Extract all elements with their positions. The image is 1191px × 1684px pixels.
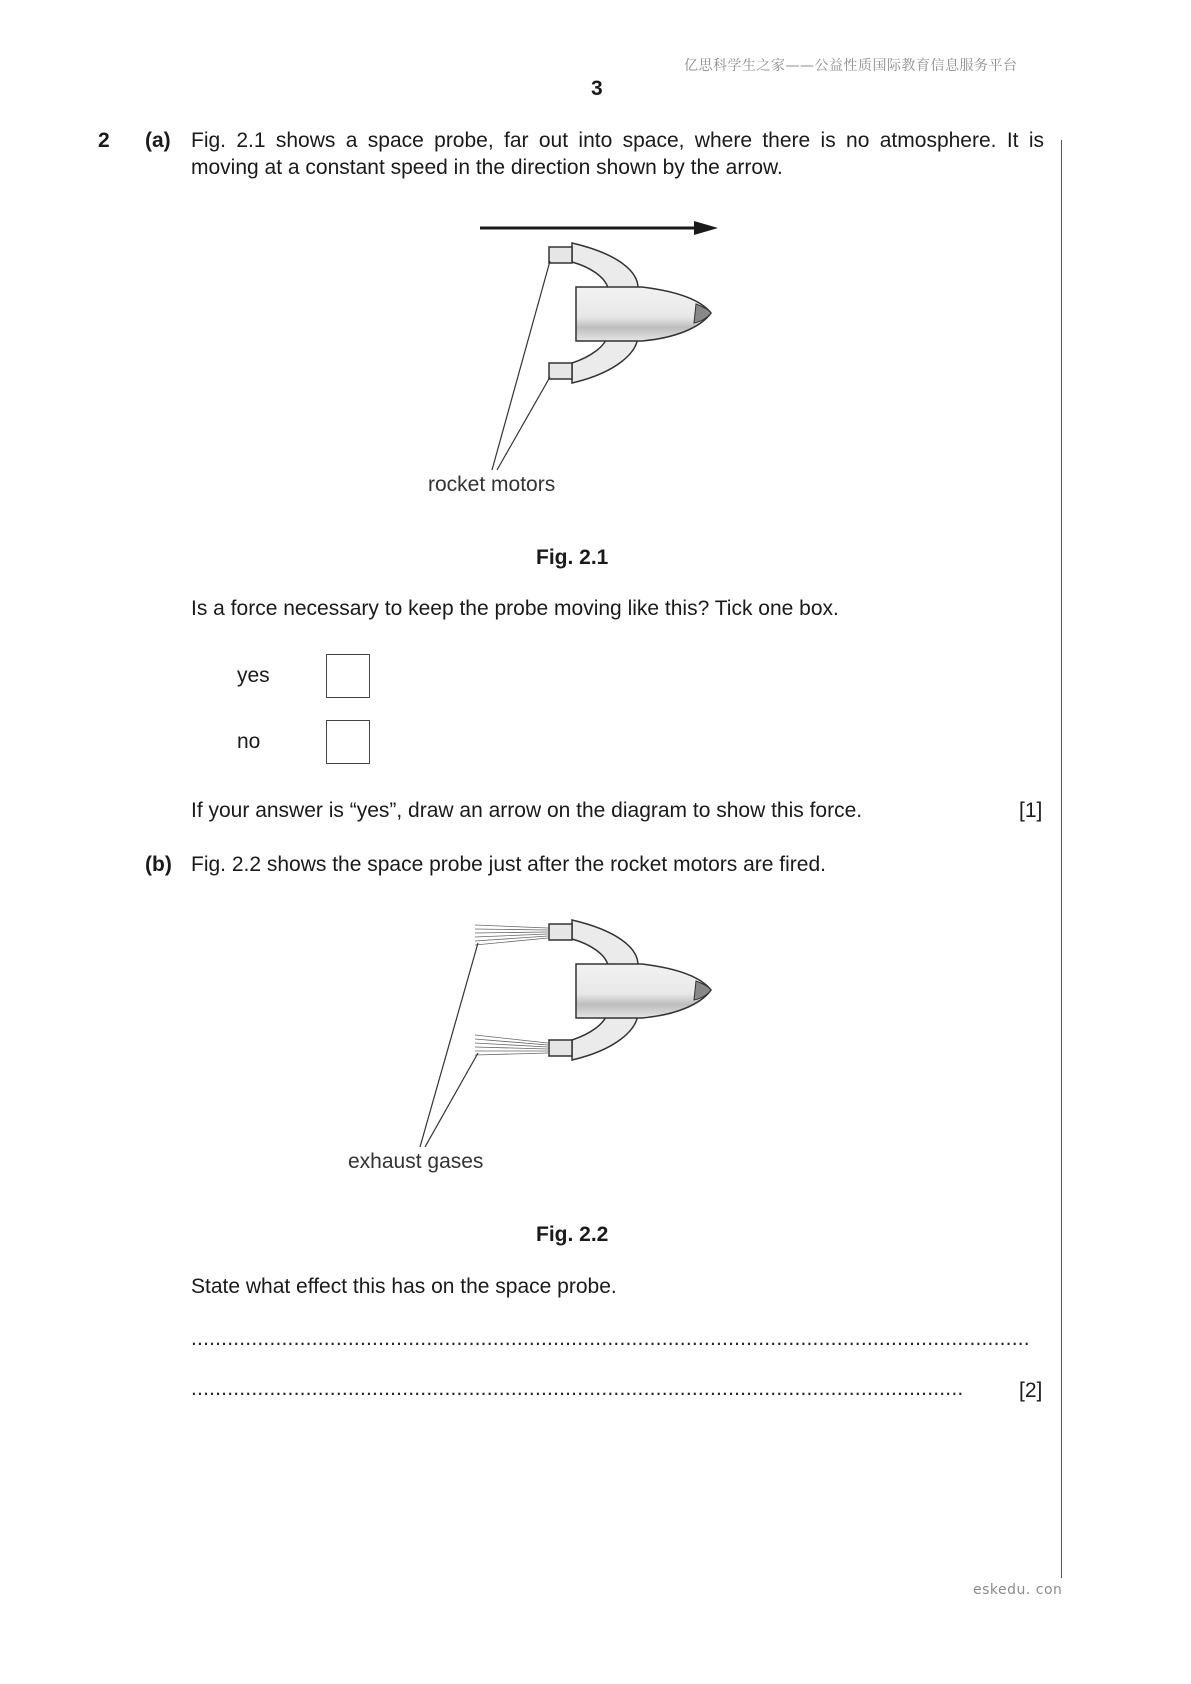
tick-box-yes[interactable] (326, 654, 370, 698)
part-b-prompt: State what effect this has on the space probe. (191, 1275, 617, 1298)
part-a-intro: Fig. 2.1 shows a space probe, far out into space, where there is no atmosphere. It is moving at a constant speed in the direction shown by the arrow. (191, 129, 1044, 179)
part-b-intro: Fig. 2.2 shows the space probe just after the rocket motors are fired. (191, 853, 826, 876)
right-margin-line (1061, 140, 1062, 1578)
lower-arm (572, 1012, 638, 1060)
question-number: 2 (98, 129, 110, 152)
watermark-bottom: eskedu. con (973, 1582, 1063, 1598)
part-a-instruction: If your answer is “yes”, draw an arrow on the diagram to show this force. (191, 799, 863, 822)
probe-body (576, 964, 711, 1018)
answer-line-2[interactable]: ................................................................................................................................ (191, 1377, 964, 1400)
fig-2-2-label: exhaust gases (348, 1150, 484, 1173)
part-b-marks: [2] (1019, 1379, 1043, 1402)
answer-line-1[interactable]: ........................................................................................................................................... (191, 1327, 1030, 1350)
fig-2-1-caption: Fig. 2.1 (536, 546, 609, 569)
part-a-marks: [1] (1019, 799, 1043, 822)
upper-rocket-motor (549, 924, 572, 940)
lower-rocket-motor (549, 363, 572, 379)
lower-rocket-motor (549, 1040, 572, 1056)
probe-body (576, 287, 711, 341)
part-a-prompt: Is a force necessary to keep the probe moving like this? Tick one box. (191, 597, 839, 620)
option-no-label: no (237, 730, 261, 753)
upper-arm (572, 243, 638, 288)
nose-tip (694, 981, 711, 1000)
upper-exhaust-gases (475, 925, 548, 945)
label-line-upper (492, 261, 550, 470)
fig-2-1-diagram (400, 205, 730, 475)
page-number: 3 (591, 77, 603, 100)
direction-arrowhead (694, 221, 718, 235)
tick-box-no[interactable] (326, 720, 370, 764)
part-b-label: (b) (145, 853, 172, 876)
upper-rocket-motor (549, 247, 572, 263)
fig-2-2-diagram (330, 905, 730, 1155)
fig-2-1-label: rocket motors (428, 473, 556, 496)
lower-exhaust-gases (475, 1035, 548, 1055)
part-a-label: (a) (145, 129, 171, 152)
fig-2-2-caption: Fig. 2.2 (536, 1223, 609, 1246)
watermark-top: 亿思科学生之家——公益性质国际教育信息服务平台 (684, 58, 1018, 74)
nose-tip (694, 304, 711, 323)
upper-arm (572, 920, 638, 965)
option-yes-label: yes (237, 664, 270, 687)
label-line-upper (420, 943, 478, 1147)
lower-arm (572, 335, 638, 383)
